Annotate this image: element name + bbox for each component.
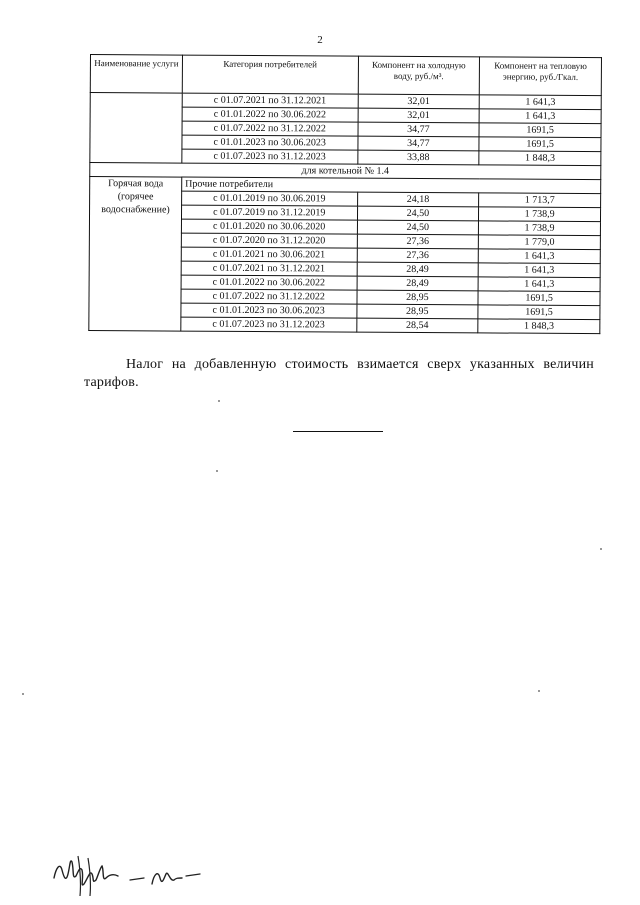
signature-stroke [130,878,144,880]
page-number: 2 [317,34,323,46]
heat-energy-value: 1 641,3 [479,95,601,110]
header-heat-energy: Компонент на тепловую энергию, руб./Гкал. [480,57,602,96]
cold-water-value: 34,77 [358,122,480,137]
divider-line [293,431,383,432]
period-cell: с 01.01.2022 по 30.06.2022 [182,107,358,122]
scan-speck [22,693,24,695]
period-cell: с 01.07.2022 по 31.12.2022 [181,289,357,304]
cold-water-value: 27,36 [357,234,479,249]
cold-water-value: 24,18 [357,192,479,207]
scan-speck [216,470,218,472]
period-cell: с 01.01.2023 по 30.06.2023 [182,135,358,150]
heat-energy-value: 1 641,3 [479,109,601,124]
heat-energy-value: 1691,5 [479,137,601,152]
tariff-table [88,54,602,334]
period-cell: с 01.07.2023 по 31.12.2023 [182,149,358,164]
heat-energy-value: 1 779,0 [479,235,601,250]
table-row [90,93,601,110]
signature-stroke [54,861,118,885]
cold-water-value: 28,95 [356,290,478,305]
category-row [90,177,601,194]
scan-speck [218,400,220,402]
heat-energy-value: 1 738,9 [479,207,601,222]
signature-stroke [78,856,80,896]
heat-energy-value: 1 641,3 [478,263,600,278]
cold-water-value: 24,50 [357,206,479,221]
header-service: Наименование услуги [90,55,182,94]
period-cell: с 01.01.2022 по 30.06.2022 [181,275,357,290]
period-cell: с 01.07.2023 по 31.12.2023 [181,317,357,332]
period-cell: с 01.07.2022 по 31.12.2022 [182,121,358,136]
heat-energy-value: 1691,5 [479,123,601,138]
cold-water-value: 24,50 [357,220,479,235]
period-cell: с 01.07.2019 по 31.12.2019 [181,205,357,220]
heat-energy-value: 1 641,3 [478,277,600,292]
cold-water-value: 27,36 [357,248,479,263]
cold-water-value: 32,01 [358,108,480,123]
header-category: Категория потребителей [182,55,358,94]
section-title: для котельной № 1.4 [90,163,601,180]
cold-water-value: 28,49 [357,276,479,291]
heat-energy-value: 1 848,3 [478,319,600,334]
period-cell: с 01.01.2019 по 30.06.2019 [182,191,358,206]
period-cell: с 01.07.2021 по 31.12.2021 [182,93,358,108]
period-cell: с 01.07.2021 по 31.12.2021 [181,261,357,276]
heat-energy-value: 1 738,9 [479,221,601,236]
table-header-row [90,55,601,96]
signature-stroke [152,873,182,884]
heat-energy-value: 1 848,3 [479,151,601,166]
heat-energy-value: 1 641,3 [478,249,600,264]
period-cell: с 01.01.2023 по 30.06.2023 [181,303,357,318]
tax-note: Налог на добавленную стоимость взимается сверх указанных величин тарифов. [84,357,594,390]
scan-speck [538,690,540,692]
cold-water-value: 28,54 [356,318,478,333]
handwritten-signature [48,848,208,898]
period-cell: с 01.01.2020 по 30.06.2020 [181,219,357,234]
category-label: Прочие потребители [182,177,601,194]
heat-energy-value: 1 713,7 [479,193,601,208]
period-cell: с 01.07.2020 по 31.12.2020 [181,233,357,248]
heat-energy-value: 1691,5 [478,305,600,320]
service-name: Горячая вода (горячее водоснабжение) [89,177,182,332]
cold-water-value: 33,88 [357,150,479,165]
cold-water-value: 28,49 [357,262,479,277]
period-cell: с 01.01.2021 по 30.06.2021 [181,247,357,262]
scan-speck [600,548,602,550]
signature-stroke [186,874,200,876]
service-cell-empty [90,93,182,164]
cold-water-value: 28,95 [356,304,478,319]
cold-water-value: 32,01 [358,94,480,109]
cold-water-value: 34,77 [357,136,479,151]
heat-energy-value: 1691,5 [478,291,600,306]
header-cold-water: Компонент на холодную воду, руб./м³. [358,56,480,95]
